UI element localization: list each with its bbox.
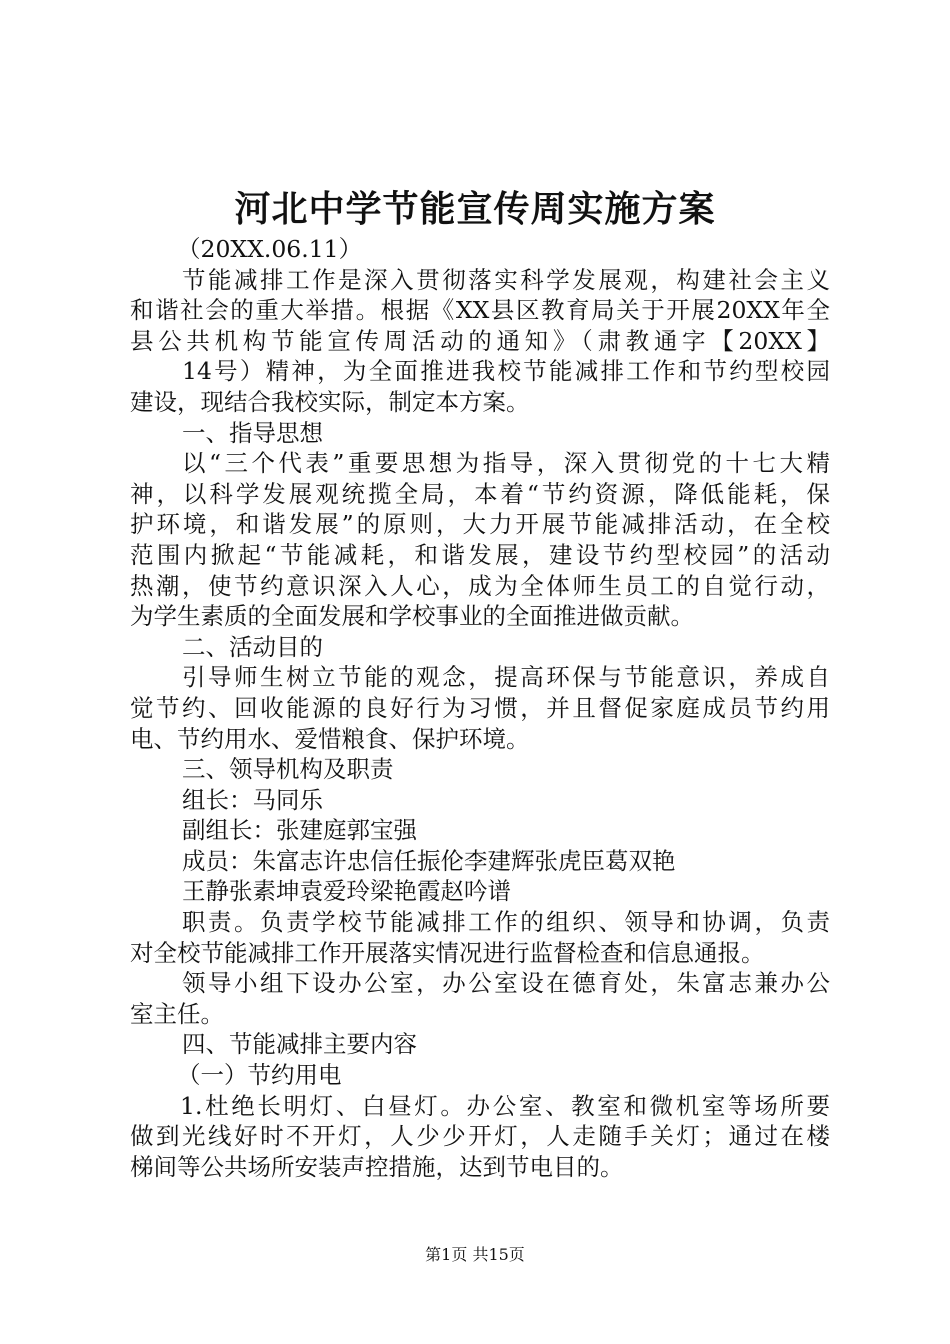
paragraph-line: 以“三个代表”重要思想为指导，深入贯彻党的十七大精 (182, 449, 830, 478)
paragraph-line: 范围内掀起“节能减耗，和谐发展，建设节约型校园”的活动 (130, 540, 830, 569)
page-footer: 第1页 共15页 (425, 1245, 525, 1264)
paragraph-line: 领导小组下设办公室，办公室设在德育处，朱富志兼办公 (182, 969, 830, 998)
paragraph-line: 为学生素质的全面发展和学校事业的全面推进做贡献。 (130, 602, 694, 631)
paragraph-line: 对全校节能减排工作开展落实情况进行监督检查和信息通报。 (130, 938, 765, 967)
paragraph-line: 职责。负责学校节能减排工作的组织、领导和协调，负责 (182, 908, 830, 937)
members-line: 王静张素坤袁爱玲梁艳霞赵吟谱 (182, 877, 511, 906)
paragraph-line: 节能减排工作是深入贯彻落实科学发展观，构建社会主义 (182, 265, 830, 294)
deputy-leader-line: 副组长：张建庭郭宝强 (182, 816, 417, 845)
members-line: 成员：朱富志许忠信任振伦李建辉张虎臣葛双艳 (182, 846, 676, 875)
section-heading: 三、领导机构及职责 (182, 755, 394, 784)
leader-line: 组长：马同乐 (182, 785, 323, 814)
paragraph-line: 电、节约用水、爱惜粮食、保护环境。 (130, 724, 530, 753)
subsection-heading: （一）节约用电 (177, 1061, 342, 1090)
document-date: （20XX.06.11） (177, 235, 363, 263)
paragraph-line: 神，以科学发展观统揽全局，本着“节约资源，降低能耗，保 (130, 479, 830, 508)
document-body (130, 234, 830, 1182)
paragraph-line: 14号）精神，为全面推进我校节能减排工作和节约型校园 (182, 357, 830, 386)
paragraph-line: 梯间等公共场所安装声控措施，达到节电目的。 (130, 1152, 624, 1181)
document-title: 河北中学节能宣传周实施方案 (234, 188, 716, 230)
paragraph-line: 引导师生树立节能的观念，提高环保与节能意识，养成自 (182, 663, 830, 692)
section-heading: 二、活动目的 (182, 632, 323, 661)
paragraph-line: 做到光线好时不开灯，人少少开灯，人走随手关灯；通过在楼 (130, 1122, 830, 1151)
paragraph-line: 建设，现结合我校实际，制定本方案。 (130, 387, 530, 416)
paragraph-line: 1.杜绝长明灯、白昼灯。办公室、教室和微机室等场所要 (180, 1091, 830, 1120)
paragraph-line: 县公共机构节能宣传周活动的通知》（肃教通字【20XX】 (130, 326, 830, 355)
paragraph-line: 热潮，使节约意识深入人心，成为全体师生员工的自觉行动， (130, 571, 830, 600)
paragraph-line: 觉节约、回收能源的良好行为习惯，并且督促家庭成员节约用 (130, 693, 830, 722)
paragraph-line: 护环境，和谐发展”的原则，大力开展节能减排活动，在全校 (130, 510, 830, 539)
section-heading: 四、节能减排主要内容 (182, 1030, 417, 1059)
paragraph-line: 室主任。 (130, 999, 224, 1028)
section-heading: 一、指导思想 (182, 418, 323, 447)
paragraph-line: 和谐社会的重大举措。根据《XX县区教育局关于开展20XX年全 (130, 296, 830, 325)
